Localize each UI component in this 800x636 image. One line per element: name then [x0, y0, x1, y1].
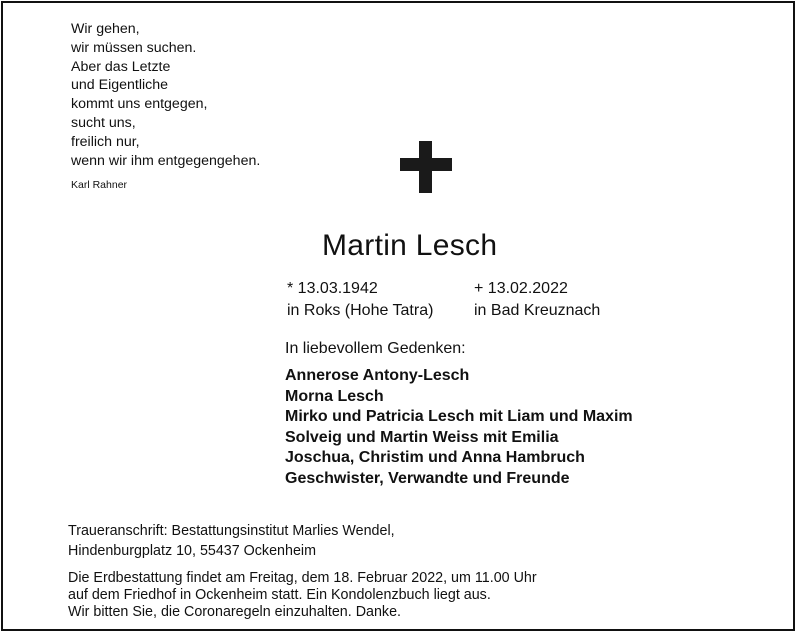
burial-line: Die Erdbestattung findet am Freitag, dem 18. Februar 2022, um 11.00 Uhr [68, 570, 537, 586]
poem-line: sucht uns, [71, 114, 136, 131]
cross-horizontal-bar [400, 158, 452, 171]
poem-author: Karl Rahner [71, 179, 128, 191]
poem-line: freilich nur, [71, 133, 140, 150]
mourner-item: Morna Lesch [285, 387, 384, 405]
mourner-item: Solveig und Martin Weiss mit Emilia [285, 428, 559, 446]
poem-line: wir müssen suchen. [71, 39, 197, 56]
mourning-address [68, 522, 395, 561]
mourner-item: Geschwister, Verwandte und Freunde [285, 469, 570, 487]
birth-date: * 13.03.1942 [287, 280, 378, 297]
mourners-list [285, 366, 633, 490]
burial-line: Wir bitten Sie, die Coronaregeln einzuhalten. Danke. [68, 604, 401, 621]
poem-line: kommt uns entgegen, [71, 96, 208, 113]
address-line: Traueranschrift: Bestattungsinstitut Marlies Wendel, [68, 523, 395, 539]
poem-line: und Eigentliche [71, 77, 169, 94]
address-line: Hindenburgplatz 10, 55437 Ockenheim [68, 542, 316, 559]
mourner-item: Mirko und Patricia Lesch mit Liam und Maxim [285, 408, 633, 426]
poem-line: Aber das Letzte [71, 58, 171, 75]
deceased-name: Martin Lesch [322, 229, 498, 262]
death-info [474, 278, 600, 322]
mourner-item: Annerose Antony-Lesch [285, 367, 470, 384]
mourner-item: Joschua, Christim und Anna Hambruch [285, 449, 585, 467]
poem-line: Wir gehen, [71, 21, 140, 37]
remembrance-intro: In liebevollem Gedenken: [285, 340, 466, 357]
birth-info [287, 278, 433, 322]
obituary-notice [1, 1, 795, 631]
death-date: + 13.02.2022 [474, 280, 568, 297]
burial-line: auf dem Friedhof in Ockenheim statt. Ein Kondolenzbuch liegt aus. [68, 587, 491, 604]
birth-place: in Roks (Hohe Tatra) [287, 302, 434, 319]
poem-line: wenn wir ihm entgegengehen. [71, 152, 261, 169]
death-place: in Bad Kreuznach [474, 302, 601, 319]
poem [71, 20, 260, 170]
cross-icon [400, 141, 452, 193]
burial-notice [68, 570, 537, 622]
